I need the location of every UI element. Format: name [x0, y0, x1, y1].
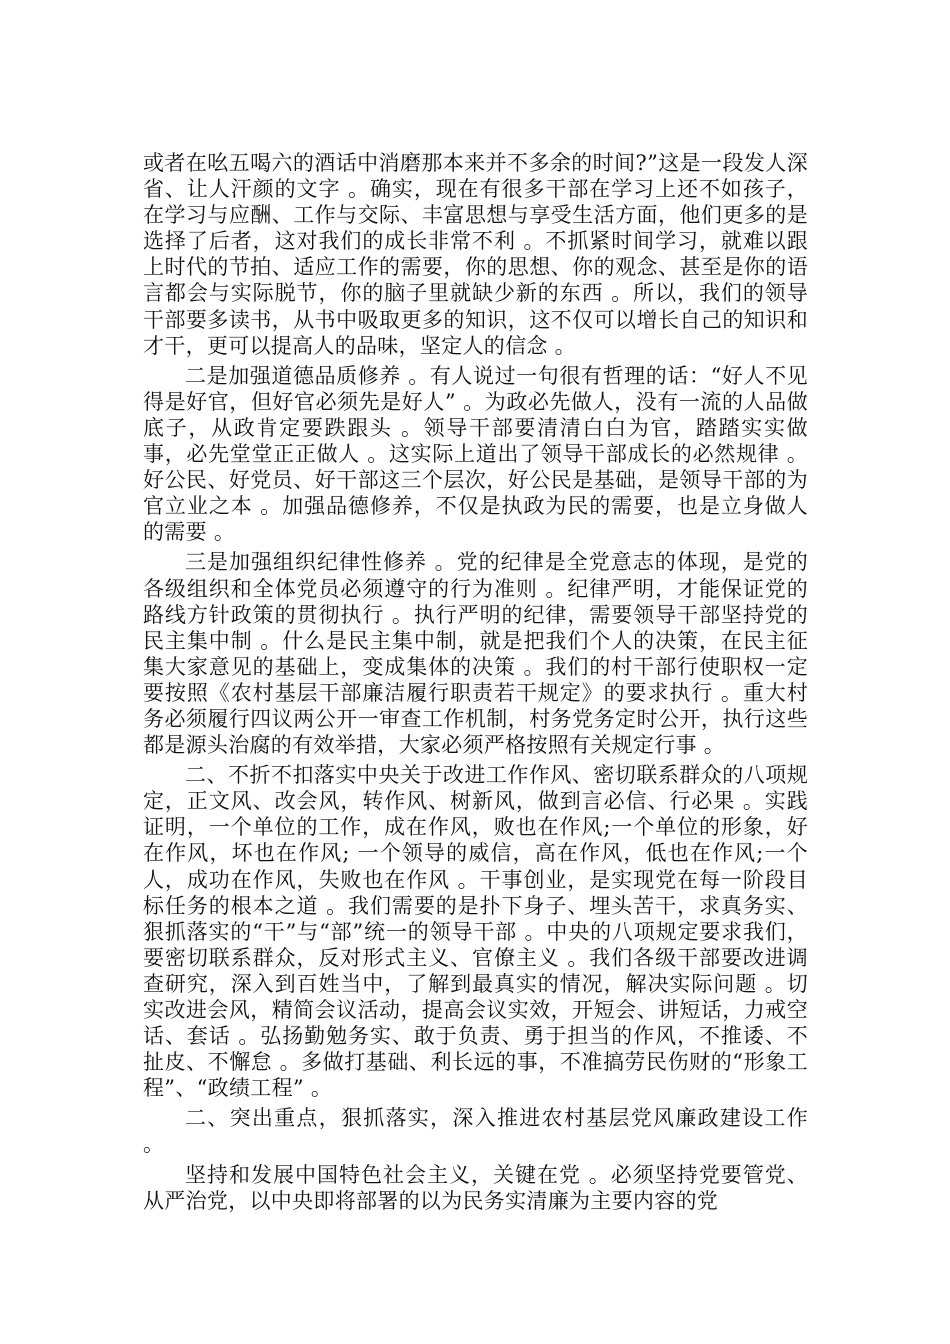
document-body [143, 150, 808, 1218]
paragraph-continued-study: 或者在吆五喝六的酒话中消磨那本来并不多余的时间?”这是一段发人深省、让人汗颜的文字 。确实，现在有很多干部在学习上还不如孩子，在学习与应酬、工作与交际、丰富思想与享受生活方面，他们更多的是选择了后者，这对我们的成长非常不利 。不抓紧时间学习，就难以跟上时代的节拍、适应工作的需要，你的思想、你的观念、甚至是你的语言都会与实际脱节，你的脑子里就缺少新的东西 。所以，我们的领导干部要多读书，从书中吸取更多的知识，这不仅可以增长自己的知识和才干，更可以提高人的品味，坚定人的信念 。 [143, 151, 808, 358]
paragraph-eight-rules: 二、不折不扣落实中央关于改进工作作风、密切联系群众的八项规定，正文风、改会风，转作风、树新风，做到言必信、行必果 。实践证明，一个单位的工作，成在作风，败也在作风;一个单位的形象，好在作风，坏也在作风; 一个领导的威信，高在作风，低也在作风;一个人，成功在作风，失败也在作风 。干事创业，是实现党在每一阶段目标任务的根本之道 。我们需要的是扑下身子、埋头苦干，求真务实、狠抓落实的“干”与“部”统一的领导干部 。中央的八项规定要求我们，要密切联系群众，反对形式主义、官僚主义 。我们各级干部要改进调查研究，深入到百姓当中，了解到最真实的情况，解决实际问题 。切实改进会风，精简会议活动，提高会议实效，开短会、讲短话，力戒空话、套话 。弘扬勤勉务实、敢于负责、勇于担当的作风，不推诿、不扯皮、不懈怠 。多做打基础、利长远的事，不准搞劳民伤财的“形象工程”、“政绩工程” 。 [143, 763, 808, 1101]
paragraph-moral-cultivation: 二是加强道德品质修养 。有人说过一句很有哲理的话：“好人不见得是好官，但好官必须先是好人” 。为政必先做人，没有一流的人品做底子，从政肯定要跌跟头 。领导干部要清清白白为官，踏踏实实做事，必先堂堂正正做人 。这实际上道出了领导干部成长的必然规律 。好公民、好党员、好干部这三个层次，好公民是基础，是领导干部的为官立业之本 。加强品德修养，不仅是执政为民的需要，也是立身做人的需要 。 [143, 363, 808, 545]
paragraph-party-governance: 坚持和发展中国特色社会主义，关键在党 。必须坚持党要管党、从严治党，以中央即将部署的以为民务实清廉为主要内容的党 [143, 1162, 808, 1213]
paragraph-discipline-cultivation: 三是加强组织纪律性修养 。党的纪律是全党意志的体现，是党的各级组织和全体党员必须遵守的行为准则 。纪律严明，才能保证党的路线方针政策的贯彻执行 。执行严明的纪律，需要领导干部坚持党的民主集中制 。什么是民主集中制，就是把我们个人的决策，在民主征集大家意见的基础上，变成集体的决策 。我们的村干部行使职权一定要按照《农村基层干部廉洁履行职责若干规定》的要求执行 。重大村务必须履行四议两公开一审查工作机制，村务党务定时公开，执行这些都是源头治腐的有效举措，大家必须严格按照有关规定行事 。 [143, 550, 808, 758]
paragraph-section-heading: 二、突出重点，狠抓落实，深入推进农村基层党风廉政建设工作 。 [143, 1106, 808, 1157]
